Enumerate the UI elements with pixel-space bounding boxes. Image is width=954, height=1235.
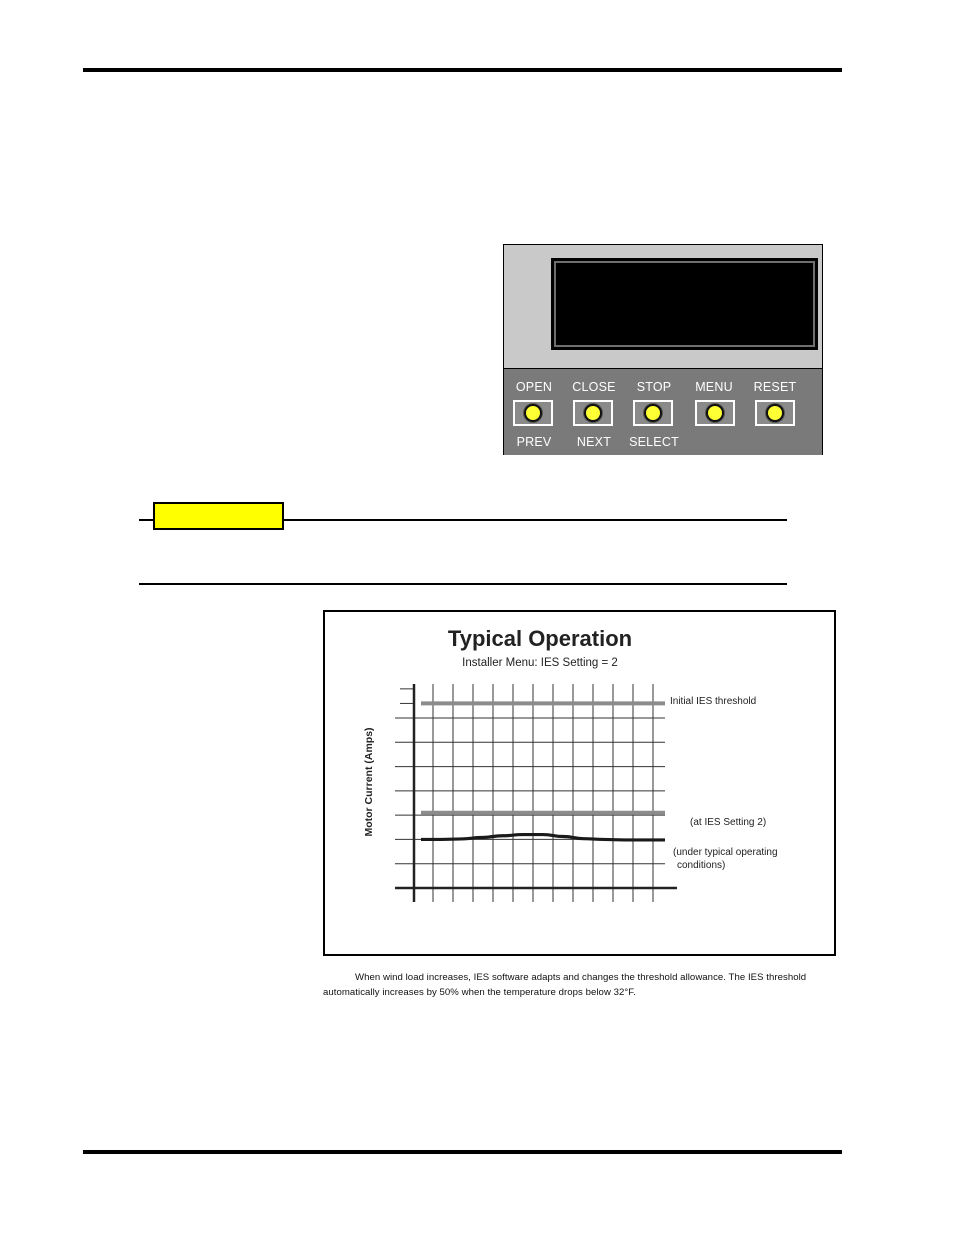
typical-operation-chart	[323, 610, 836, 956]
led-indicator-icon	[706, 404, 724, 422]
led-indicator-icon	[644, 404, 662, 422]
button-reset-box[interactable]	[755, 400, 795, 426]
header-rule	[83, 68, 842, 72]
chart-subtitle: Installer Menu: IES Setting = 2	[462, 657, 618, 669]
chart-title: Typical Operation	[447, 626, 633, 651]
led-indicator-icon	[584, 404, 602, 422]
button-stop-label: STOP	[636, 380, 672, 394]
button-reset-label: RESET	[753, 380, 797, 394]
annotation-initial-threshold: Initial IES threshold	[670, 696, 757, 707]
button-open-label: OPEN	[515, 380, 553, 394]
chart-annotations	[670, 696, 778, 871]
button-stop-box[interactable]	[633, 400, 673, 426]
button-strip	[504, 368, 822, 455]
annotation-typical-line2: conditions)	[677, 860, 726, 871]
button-close-label: CLOSE	[572, 380, 616, 394]
chart-grid	[395, 684, 677, 902]
button-menu-label: MENU	[695, 380, 733, 394]
chart-svg	[325, 612, 834, 954]
button-prev-label: PREV	[516, 435, 552, 449]
button-next-label: NEXT	[576, 435, 612, 449]
note-tag	[153, 502, 284, 530]
chart-series	[421, 703, 665, 839]
led-indicator-icon	[524, 404, 542, 422]
lcd-display	[551, 258, 818, 350]
button-select-label: SELECT	[629, 435, 679, 449]
annotation-typical-line1: (under typical operating	[673, 847, 778, 858]
control-panel	[503, 244, 823, 455]
button-open-box[interactable]	[513, 400, 553, 426]
button-close-box[interactable]	[573, 400, 613, 426]
note-bottom-rule	[139, 583, 787, 585]
button-menu-box[interactable]	[695, 400, 735, 426]
led-indicator-icon	[766, 404, 784, 422]
chart-caption: When wind load increases, IES software adapts and changes the threshold allowance. The IES threshold automatically increases by 50% when the temperature drops below 32°F.	[323, 972, 807, 998]
footer-rule	[83, 1150, 842, 1154]
annotation-ies-setting: (at IES Setting 2)	[690, 817, 767, 828]
chart-y-axis-label: Motor Current (Amps)	[363, 727, 375, 837]
